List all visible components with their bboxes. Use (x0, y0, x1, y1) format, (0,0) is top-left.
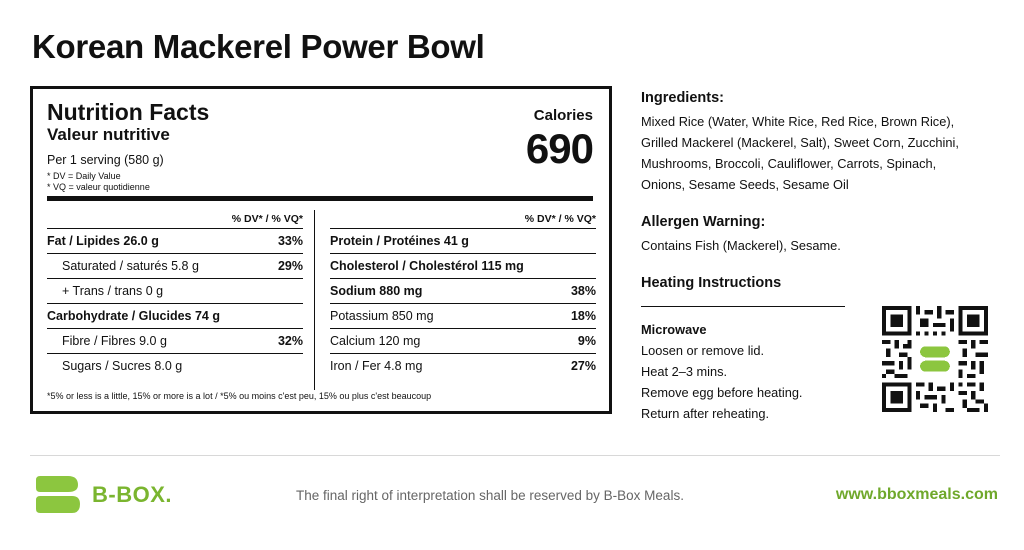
nutrient-row-protein (330, 229, 596, 254)
nutrient-percent: 33% (277, 234, 303, 248)
ingredients-line: Mushrooms, Broccoli, Cauliflower, Carrots, Spinach, (641, 156, 937, 171)
serving-size: Per 1 serving (580 g) (47, 153, 164, 167)
nutrition-heading-en: Nutrition Facts (47, 99, 210, 125)
nutrient-percent: 32% (277, 334, 303, 348)
heating-steps (641, 319, 871, 424)
thick-divider (47, 196, 593, 201)
nutrient-label: Carbohydrate / Glucides 74 g (47, 309, 220, 323)
ingredients-line: Mixed Rice (Water, White Rice, Red Rice, Brown Rice), (641, 114, 955, 129)
nutrient-row-cholesterol (330, 254, 596, 279)
ingredients-line: Onions, Sesame Seeds, Sesame Oil (641, 177, 849, 192)
nutrient-row-carbohydrate (47, 304, 303, 329)
nutrient-percent: 38% (570, 284, 596, 298)
disclaimer-text: The final right of interpretation shall be reserved by B-Box Meals. (296, 488, 684, 503)
dv-footnote: *5% or less is a little, 15% or more is a lot / *5% ou moins c'est peu, 15% ou plus c'est beaucoup (47, 391, 432, 401)
nutrient-percent: 29% (277, 259, 303, 273)
nutrient-label: Saturated / saturés 5.8 g (62, 259, 199, 273)
heating-step: Remove egg before heating. (641, 385, 803, 400)
bbox-logo-icon[interactable] (34, 474, 82, 516)
note-vq: * VQ = valeur quotidienne (47, 182, 150, 192)
website-link[interactable]: www.bboxmeals.com (835, 486, 998, 503)
nutrient-column-left (47, 210, 303, 379)
nutrient-row-saturated (47, 254, 303, 279)
nutrient-percent: 9% (577, 334, 596, 348)
dv-header: % DV* / % VQ* (47, 210, 303, 229)
nutrient-row-fibre (47, 329, 303, 354)
dv-header: % DV* / % VQ* (330, 210, 596, 229)
nutrient-row-iron (330, 354, 596, 379)
nutrient-label: Protein / Protéines 41 g (330, 234, 469, 248)
nutrition-facts-panel (30, 86, 612, 414)
nutrient-row-fat (47, 229, 303, 254)
ingredients-heading: Ingredients: (641, 90, 724, 106)
calories-label: Calories (533, 107, 593, 124)
allergen-section (641, 214, 991, 256)
nutrient-label: Sodium 880 mg (330, 284, 423, 298)
product-title: Korean Mackerel Power Bowl (32, 28, 485, 65)
calories-value: 690 (525, 125, 593, 172)
ingredients-section (641, 90, 991, 195)
nutrient-label: Sugars / Sucres 8.0 g (62, 359, 183, 373)
footer-divider (30, 455, 1000, 456)
heating-heading: Heating Instructions (641, 275, 782, 291)
nutrient-label: Cholesterol / Cholestérol 115 mg (330, 259, 524, 273)
nutrition-heading-fr: Valeur nutritive (47, 125, 170, 144)
nutrient-row-potassium (330, 304, 596, 329)
note-dv: * DV = Daily Value (47, 171, 121, 181)
heating-step: Loosen or remove lid. (641, 343, 765, 358)
brand-name[interactable]: B-BOX. (92, 482, 172, 507)
nutrient-row-sodium (330, 279, 596, 304)
nutrient-label: Fat / Lipides 26.0 g (47, 234, 159, 248)
nutrient-label: + Trans / trans 0 g (62, 284, 164, 298)
column-divider (314, 210, 315, 390)
nutrient-percent: 18% (570, 309, 596, 323)
nutrient-percent: 27% (570, 359, 596, 373)
nutrient-column-right (330, 210, 596, 379)
nutrient-label: Potassium 850 mg (330, 309, 434, 323)
heating-method: Microwave (641, 322, 707, 337)
allergen-heading: Allergen Warning: (641, 214, 766, 230)
nutrient-label: Calcium 120 mg (330, 334, 421, 348)
heating-step: Heat 2–3 mins. (641, 364, 728, 379)
nutrient-label: Iron / Fer 4.8 mg (330, 359, 423, 373)
nutrient-row-sugars (47, 354, 303, 379)
allergen-text: Contains Fish (Mackerel), Sesame. (641, 238, 841, 253)
nutrient-label: Fibre / Fibres 9.0 g (62, 334, 167, 348)
nutrient-row-trans (47, 279, 303, 304)
qr-code-icon[interactable] (882, 306, 988, 412)
ingredients-line: Grilled Mackerel (Mackerel, Salt), Sweet Corn, Zucchini, (641, 135, 959, 150)
heating-divider (641, 306, 845, 307)
nutrient-row-calcium (330, 329, 596, 354)
heating-section (641, 275, 991, 291)
nutrition-header (47, 99, 209, 193)
heating-step: Return after reheating. (641, 406, 770, 421)
